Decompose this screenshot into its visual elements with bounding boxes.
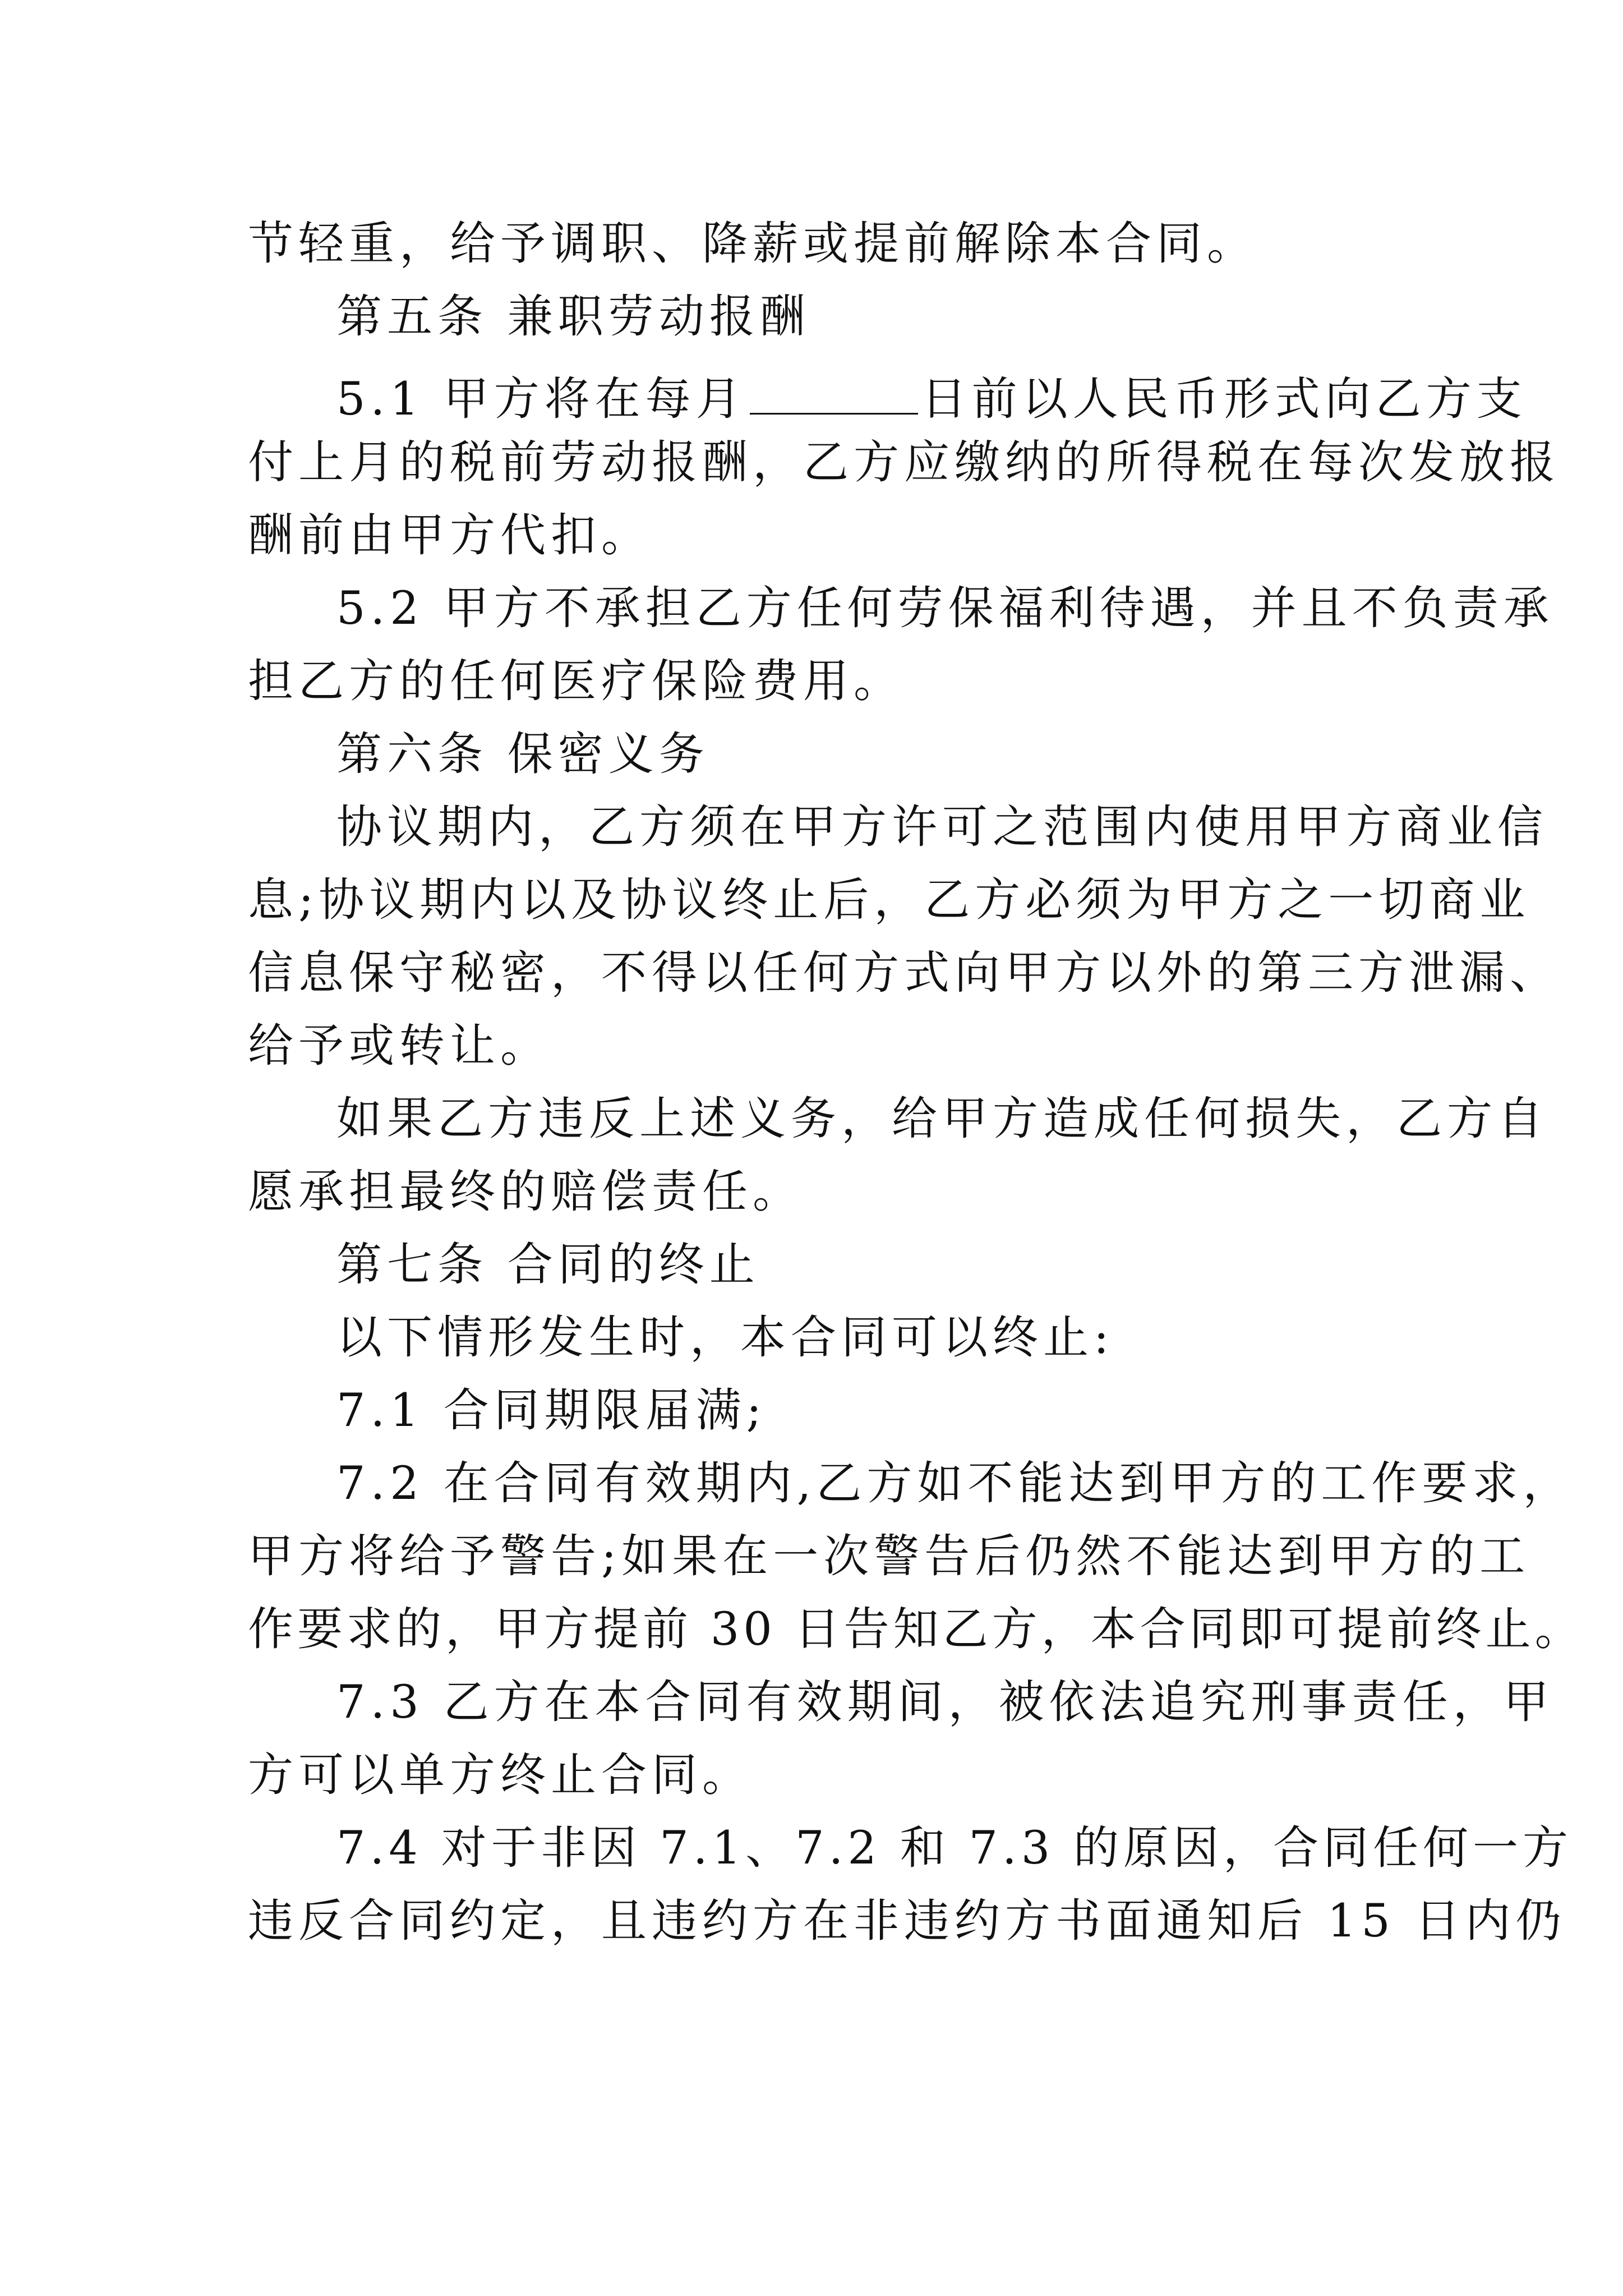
text-line: 7.1 合同期限届满; bbox=[336, 1384, 767, 1437]
text-line: 息;协议期内以及协议终止后，乙方必须为甲方之一切商业 bbox=[248, 874, 1530, 927]
blank-underline bbox=[750, 367, 918, 415]
article-heading: 第七条 合同的终止 bbox=[336, 1239, 760, 1291]
text-line: 信息保守秘密，不得以任何方式向甲方以外的第三方泄漏、 bbox=[248, 947, 1561, 1000]
text-line: 方可以单方终止合同。 bbox=[248, 1749, 753, 1802]
text-line: 作要求的，甲方提前 30 日告知乙方，本合同即可提前终止。 bbox=[248, 1603, 1584, 1656]
text-line: 协议期内，乙方须在甲方许可之范围内使用甲方商业信 bbox=[336, 801, 1548, 854]
text-line: 酬前由甲方代扣。 bbox=[248, 509, 652, 562]
text-line: 担乙方的任何医疗保险费用。 bbox=[248, 655, 905, 708]
text-segment: 5.1 甲方将在每月 bbox=[336, 373, 746, 426]
text-line: 7.2 在合同有效期内,乙方如不能达到甲方的工作要求， bbox=[336, 1457, 1574, 1510]
text-line: 节轻重，给予调职、降薪或提前解除本合同。 bbox=[248, 218, 1258, 270]
text-line: 7.3 乙方在本合同有效期间，被依法追究刑事责任，甲 bbox=[336, 1676, 1554, 1729]
article-heading: 第六条 保密义务 bbox=[336, 728, 709, 781]
text-line: 付上月的税前劳动报酬，乙方应缴纳的所得税在每次发放报 bbox=[248, 436, 1561, 489]
text-line: 5.2 甲方不承担乙方任何劳保福利待遇，并且不负责承 bbox=[336, 582, 1554, 635]
article-heading: 第五条 兼职劳动报酬 bbox=[336, 291, 810, 343]
text-line: 甲方将给予警告;如果在一次警告后仍然不能达到甲方的工 bbox=[248, 1530, 1530, 1583]
text-line: 给予或转让。 bbox=[248, 1020, 551, 1073]
text-line: 愿承担最终的赔偿责任。 bbox=[248, 1166, 804, 1218]
text-line: 如果乙方违反上述义务，给甲方造成任何损失，乙方自 bbox=[336, 1093, 1548, 1145]
text-line: 7.4 对于非因 7.1、7.2 和 7.3 的原因，合同任何一方 bbox=[336, 1822, 1573, 1875]
text-segment: 日前以人民币形式向乙方支 bbox=[921, 373, 1527, 426]
text-line: 违反合同约定，且违约方在非违约方书面通知后 15 日内仍 bbox=[248, 1895, 1566, 1948]
text-line: 以下情形发生时，本合同可以终止: bbox=[336, 1312, 1114, 1364]
text-line bbox=[336, 367, 1527, 426]
